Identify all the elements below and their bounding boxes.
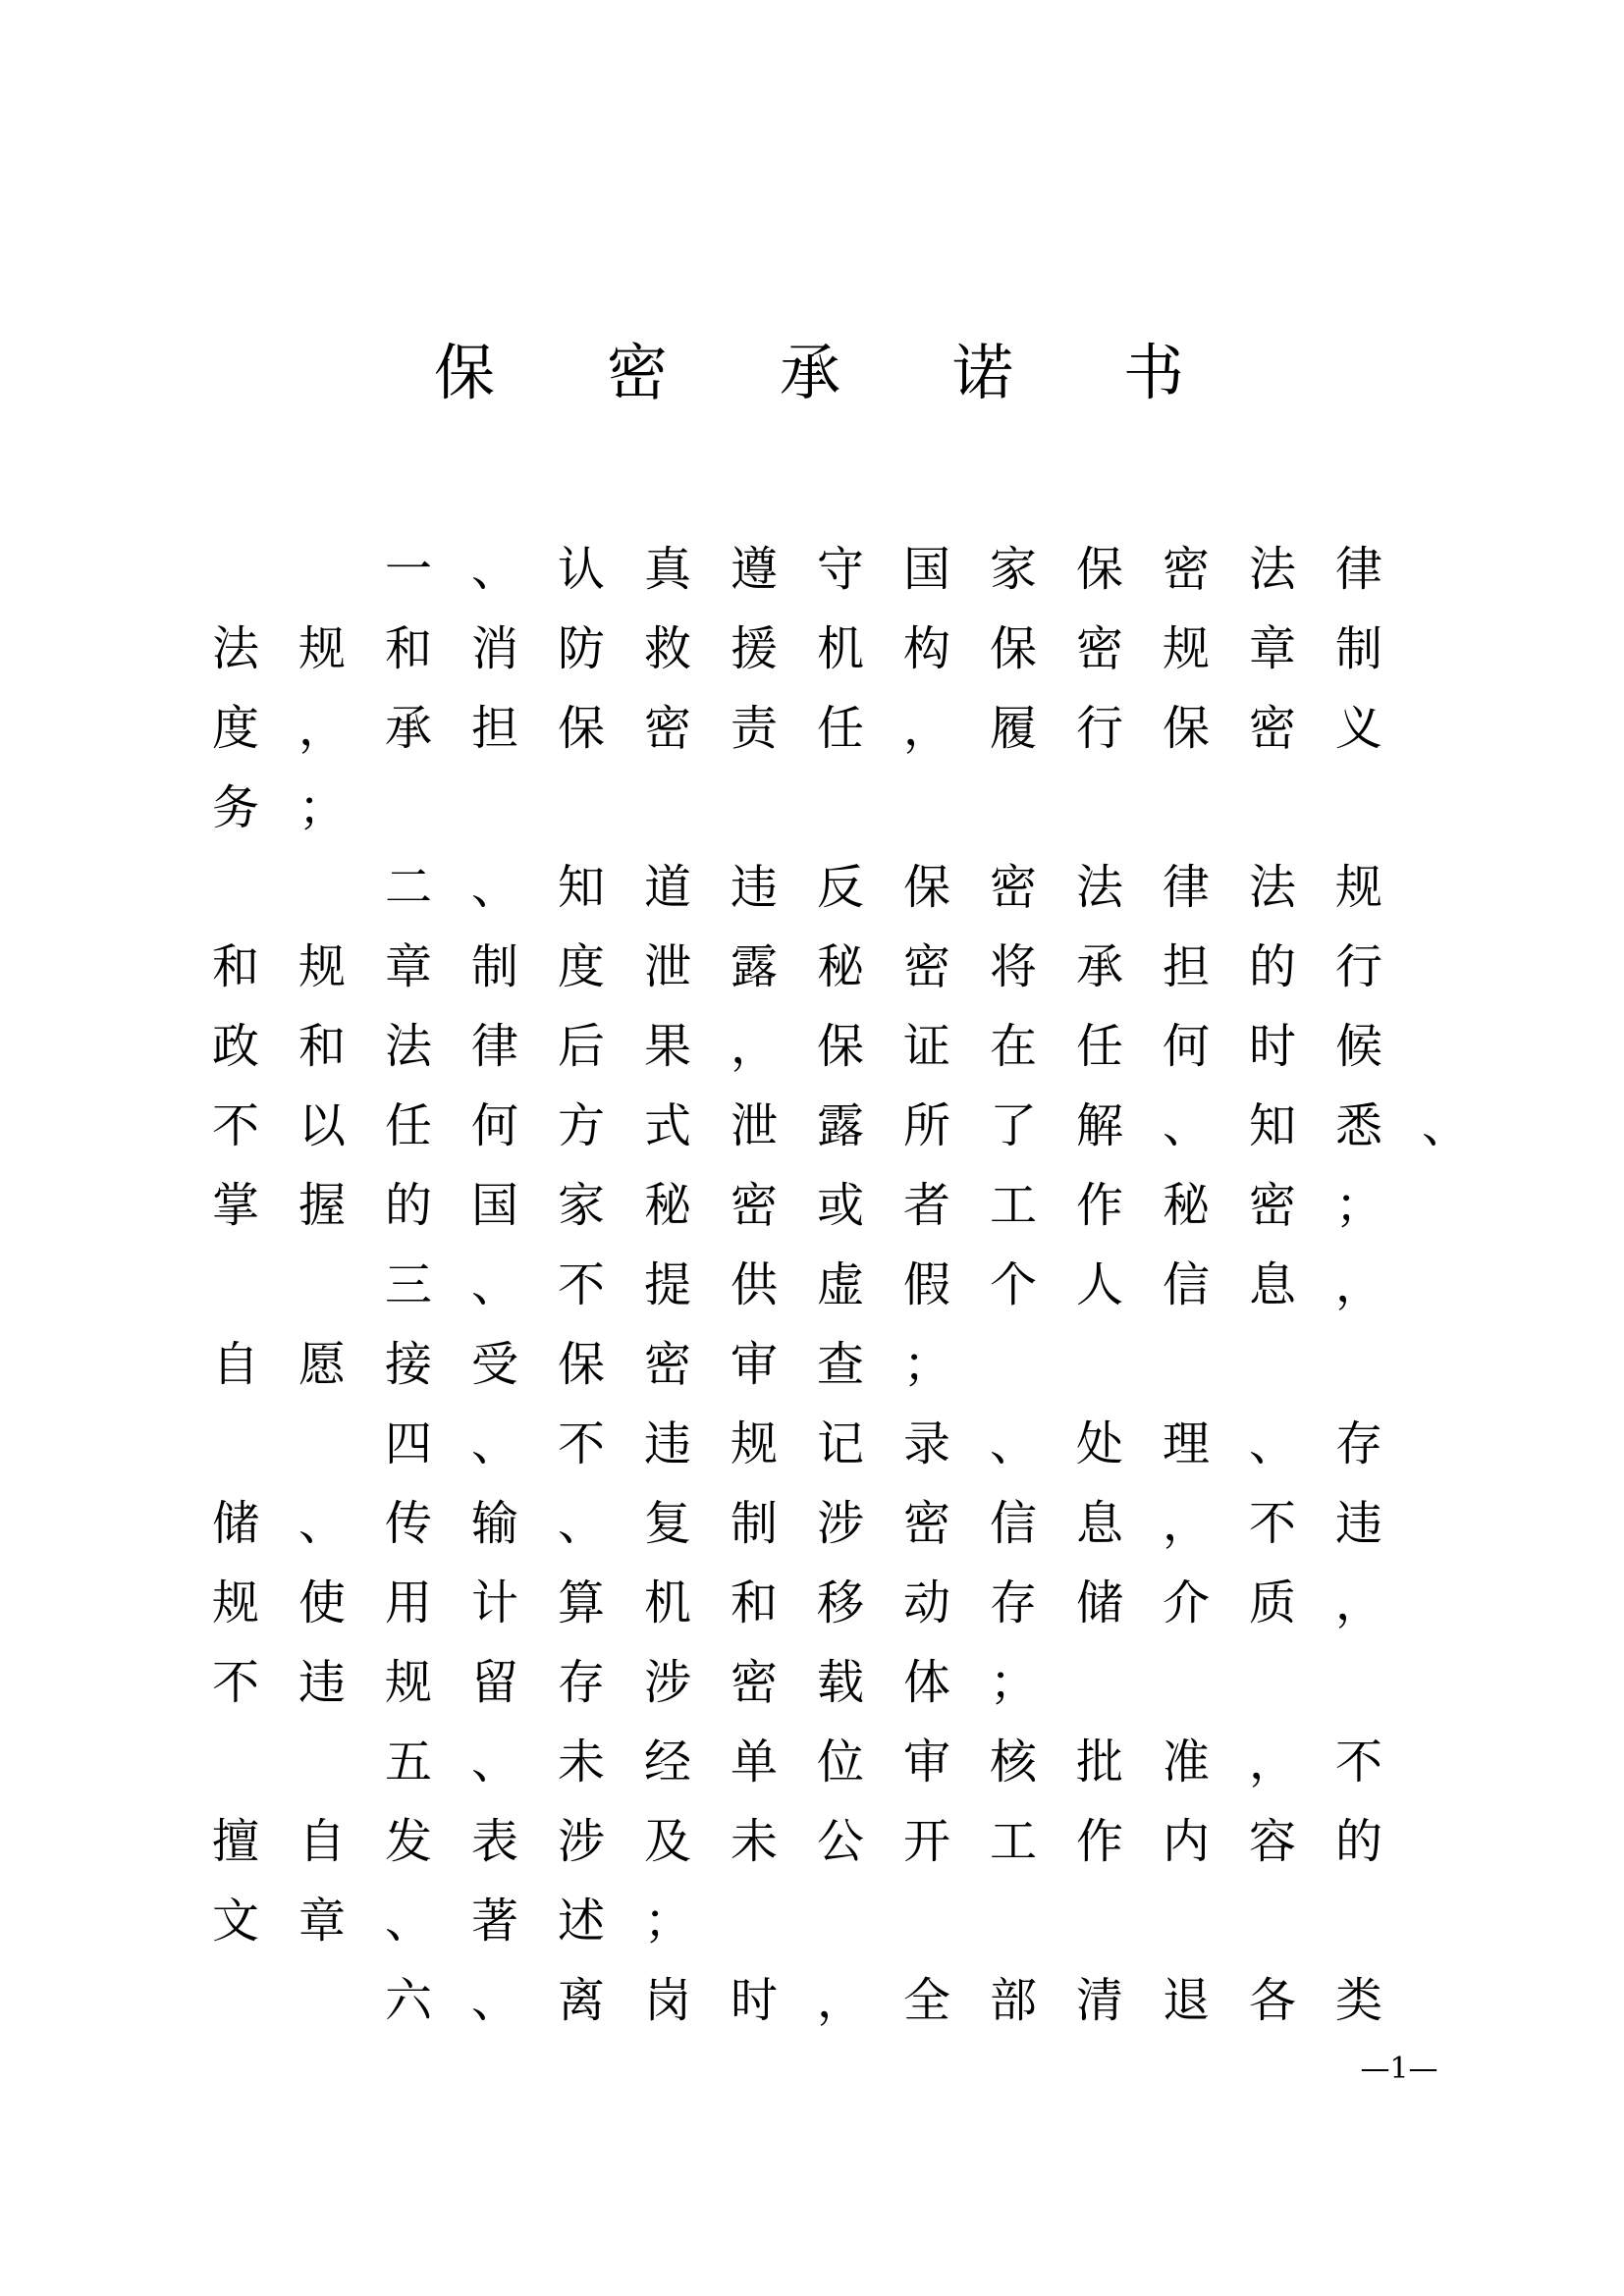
text-line: 和 规 章 制 度 泄 露 秘 密 将 承 担 的 行 — [211, 939, 1382, 994]
text-line: 文 章 、 著 述 ； — [211, 1894, 691, 1949]
title-char: 承 — [779, 337, 840, 408]
title-char: 保 — [433, 337, 495, 408]
text-line: 二 、 知 道 违 反 保 密 法 律 法 规 — [384, 860, 1382, 915]
document-title — [0, 334, 1624, 412]
text-line: 四 、 不 违 规 记 录 、 处 理 、 存 — [384, 1416, 1382, 1471]
text-line: 不 违 规 留 存 涉 密 载 体 ； — [211, 1655, 1037, 1710]
title-char: 诺 — [951, 337, 1013, 408]
text-line: 掌 握 的 国 家 秘 密 或 者 工 作 秘 密 ； — [211, 1178, 1382, 1233]
text-line: 六 、 离 岗 时 ， 全 部 清 退 各 类 — [384, 1973, 1382, 2028]
text-line: 擅 自 发 表 涉 及 未 公 开 工 作 内 容 的 — [211, 1814, 1382, 1869]
text-line: 规 使 用 计 算 机 和 移 动 存 储 介 质 ， — [211, 1575, 1382, 1630]
text-line: 务 ； — [211, 780, 346, 835]
text-line: 法 规 和 消 防 救 援 机 构 保 密 规 章 制 — [211, 621, 1382, 676]
text-line: 不 以 任 何 方 式 泄 露 所 了 解 、 知 悉 、 — [211, 1098, 1469, 1153]
title-char: 密 — [606, 337, 668, 408]
text-line: 政 和 法 律 后 果 ， 保 证 在 任 何 时 候 — [211, 1019, 1382, 1074]
page-number: —1— — [1360, 2052, 1438, 2086]
text-line: 五 、 未 经 单 位 审 核 批 准 ， 不 — [384, 1735, 1382, 1789]
text-line: 度 ， 承 担 保 密 责 任 ， 履 行 保 密 义 — [211, 701, 1382, 756]
text-line: 三 、 不 提 供 虚 假 个 人 信 息 ， — [384, 1257, 1382, 1312]
text-line: 自 愿 接 受 保 密 审 查 ； — [211, 1337, 950, 1392]
text-line: 一 、 认 真 遵 守 国 家 保 密 法 律 — [384, 542, 1382, 597]
text-line: 储 、 传 输 、 复 制 涉 密 信 息 ， 不 违 — [211, 1496, 1382, 1551]
title-char: 书 — [1122, 337, 1184, 408]
